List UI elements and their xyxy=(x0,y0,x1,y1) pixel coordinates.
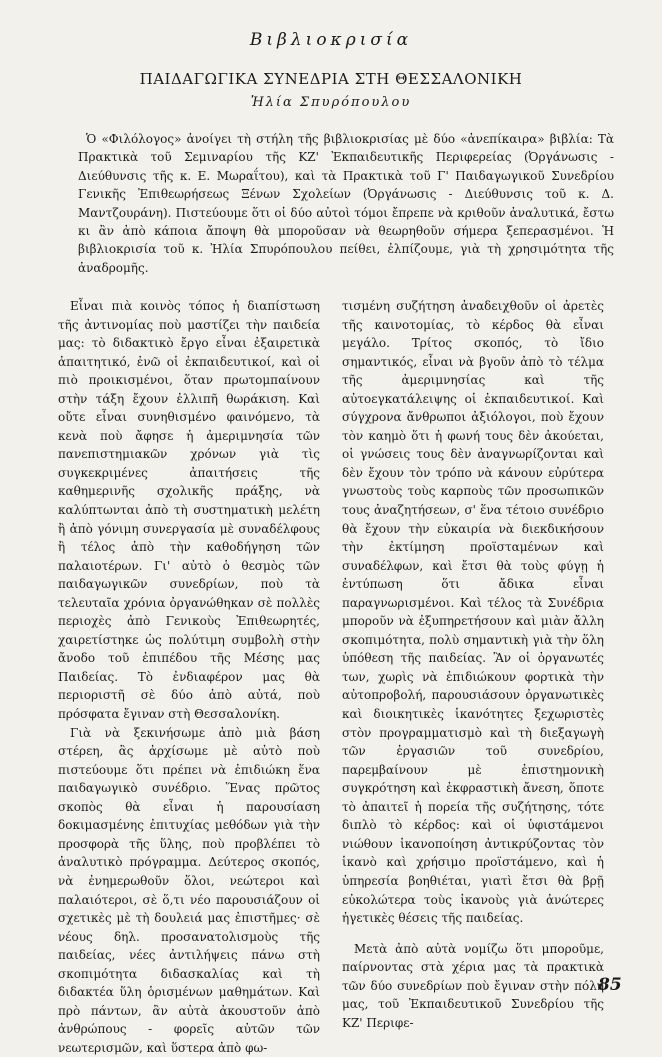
article-author: Ἠλία Σπυρόπουλου xyxy=(250,95,412,110)
right-column xyxy=(342,297,604,1032)
paragraph: Γιὰ νὰ ξεκινήσωμε ἀπὸ μιὰ βάση στέρεη, ἂς ἀρχίσωμε μὲ αὐτὸ ποὺ πιστεύουμε ὅτι πρέπει νὰ ἐπιδιώκη ἕνα παιδαγωγικὸ συνέδριο. Ἕνας πρῶτος σκοπὸς θὰ εἶναι ἡ παρουσίαση δοκιμασμένης ἐπιτυχίας μεθόδων γιὰ τὴν προσφορὰ τῆς ὕλης, ποὺ προβλέπει τὸ ἀναλυτικὸ πρόγραμμα. Δεύτερος σκοπός, νὰ ἐνημερωθοῦν ὅλοι, νεώτεροι καὶ παλαιότεροι, σὲ ὅ,τι νέο παρουσιάζουν οἱ σχετικὲς μὲ τὴ δουλειά μας ἐπιστῆμες· σὲ νέους δηλ. προσανατολισμοὺς τῆς παιδείας, νέες ἀντιλήψεις πάνω στὴ σκοπιμότητα διδασκαλίας καὶ τὴ διδακτέα ὕλη ὁρισμένων μαθημάτων. Καὶ πρὸ πάντων, ἂν αὐτὰ ἀκουστοῦν ἀπὸ ἀνθρώπους - φορεῖς αὐτῶν τῶν νεωτερισμῶν, καὶ ὕστερα ἀπὸ φω- xyxy=(58,725,320,1055)
section-heading: Βιβλιοκρισία xyxy=(249,30,413,50)
left-column xyxy=(58,297,320,1057)
article-title: ΠΑΙΔΑΓΩΓΙΚΑ ΣΥΝΕΔΡΙΑ ΣΤΗ ΘΕΣΣΑΛΟΝΙΚΗ xyxy=(139,70,523,88)
editorial-intro: Ὁ «Φιλόλογος» ἀνοίγει τὴ στήλη τῆς βιβλιοκρισίας μὲ δύο «ἀνεπίκαιρα» βιβλία: Τὰ Πρακτικὰ τοῦ Σεμιναρίου τῆς ΚΖ' Ἐκπαιδευτικῆς Περιφερείας (Ὀργάνωσις - Διεύθυνσις τῆς κ. Ε. Μωραΐτου), καὶ τὰ Πρακτικὰ τοῦ Γ' Παιδαγωγικοῦ Συνεδρίου Γενικῆς Ἐπιθεωρήσεως Ξένων Σχολείων (Ὀργάνωσις - Διεύθυνσις τοῦ κ. Δ. Μαντζουράνη). Πιστεύουμε ὅτι οἱ δύο αὐτοὶ τόμοι ἔπρεπε νὰ κριθοῦν ἀναλυτικά, ἔστω κι ἂν ἀπὸ κάποια ἄποψη θὰ μποροῦσαν νὰ θεωρηθοῦν σήμερα ξεπερασμένοι. Ἡ βιβλιοκρισία τοῦ κ. Ἠλία Σπυρόπουλου πείθει, ἐλπίζουμε, γιὰ τὴ χρησιμότητα τῆς ἀναδρομῆς. xyxy=(78,132,614,275)
paragraph: τισμένη συζήτηση ἀναδειχθοῦν οἱ ἀρετὲς τῆς καινοτομίας, τὸ κέρδος θὰ εἶναι μεγάλο. Τρίτος σκοπός, τὸ ἴδιο σημαντικός, εἶναι νὰ βγοῦν ἀπὸ τὸ τέλμα τῆς ἀμεριμνησίας καὶ τῆς αὐτοεγκατάλειψης οἱ ἐκπαιδευτικοί. Καὶ σύγχρονα ἄνθρωποι ἀξιόλογοι, ποὺ ἔχουν τὸν καημὸ ὅτι ἡ φωνή τους δὲν ἀκούεται, οἱ γνώσεις τους δὲν ἀναγνωρίζονται καὶ δὲν ἔχουν τὸν τρόπο νὰ κάνουν εὐρύτερα γνωστοὺς τοὺς καρποὺς τῶν προσωπικῶν τους ἀναζητήσεων, σ' ἕνα τέτοιο συνέδριο θὰ ἔχουν τὴν εὐκαιρία νὰ διεκδικήσουν τὴν ἐκτίμηση προϊσταμένων καὶ συναδέλφων, καὶ ἔτσι θὰ τοὺς φύγῃ ἡ ἐντύπωση ὅτι ἄδικα εἶναι παραγνωρισμένοι. Καὶ τέλος τὰ Συνέδρια μποροῦν νὰ ἐξυπηρετήσουν καὶ μιὰν ἄλλη σκοπιμότητα, πολὺ σημαντικὴ γιὰ τὴν ὅλη ὑπόθεση τῆς παιδείας. Ἂν οἱ ὀργανωτές των, χωρὶς νὰ ἐπιδιώκουν φορτικὰ τὴν αὐτοπροβολή, παρουσιάσουν ὀργανωτικὲς καὶ διοικητικὲς ἱκανότητες ξεχωριστὲς στὸν προγραμματισμὸ καὶ τὴ διεξαγωγὴ τῶν ἐργασιῶν τοῦ συνεδρίου, παρεμβαίνουν μὲ ἐπιστημονικὴ συγκρότηση καὶ ἐκφραστικὴ ἄνεση, ὅποτε τὸ ἀπαιτεῖ ἡ πορεία τῆς συζήτησης, τότε διπλὸ τὸ κέρδος: καὶ οἱ ὑφιστάμενοι νιώθουν ἱκανοποίηση ἀντικρύζοντας τὸν ἱκανὸ καὶ χρήσιμο προϊστάμενο, καὶ ἡ ὑπηρεσία βοηθιέται, γιατὶ ἔτσι θὰ βρῇ εὐκολώτερα τοὺς ἱκανοὺς γιὰ ἀνώτερες ἡγετικὲς θέσεις τῆς παιδείας. xyxy=(342,299,604,926)
page-number: 85 xyxy=(598,975,622,995)
paragraph: Μετὰ ἀπὸ αὐτὰ νομίζω ὅτι μποροῦμε, παίρνοντας στὰ χέρια μας τὰ πρακτικὰ τῶν δύο συνεδρίων ποὺ ἔγιναν στὴν πόλη μας, τοῦ Ἐκπαιδευτικοῦ Συνεδρίου τῆς ΚΖ' Περιφε- xyxy=(342,941,604,1030)
paragraph: Εἶναι πιὰ κοινὸς τόπος ἡ διαπίστωση τῆς ἀντινομίας ποὺ μαστίζει τὴν παιδεία μας: τὸ διδακτικὸ ἔργο εἶναι ἐξαιρετικὰ ἀπαιτητικό, ἐνῶ οἱ ἐκπαιδευτικοί, καὶ οἱ πιὸ προικισμένοι, ὅταν πρωτομπαίνουν στὴν τάξη ἔχουν ἐλλιπῆ θωράκιση. Καὶ οὔτε εἶναι συνηθισμένο φαινόμενο, τὰ κενὰ ποὺ ἄφησε ἡ ἀμεριμνησία τῶν πανεπιστημιακῶν χρόνων γιὰ τὶς συγκεκριμένες ἀπαιτήσεις τῆς καθημερινῆς σχολικῆς πράξης, νὰ καλύπτωνται ἀπὸ τὴ συστηματικὴ μελέτη ἢ ἀπὸ γόνιμη συνεργασία μὲ συναδέλφους ἢ τέλος ἀπὸ τὴν καθοδήγηση τῶν παλαιοτέρων. Γι' αὐτὸ ὁ θεσμὸς τῶν παιδαγωγικῶν συνεδρίων, ποὺ τὰ τελευταῖα χρόνια ὀργανώθηκαν σὲ πολλὲς περιοχὲς ἀπὸ Γενικοὺς Ἐπιθεωρητές, χαιρετίστηκε ὡς πολύτιμη συμβολὴ στὴν ἄνοδο τοῦ ἐπιπέδου τῆς Μέσης μας Παιδείας. Τὸ ἐνδιαφέρον μας θὰ περιοριστῆ σὲ δύο ἀπὸ αὐτά, ποὺ πρόσφατα ἔγιναν στὴ Θεσσαλονίκη. xyxy=(58,299,320,722)
